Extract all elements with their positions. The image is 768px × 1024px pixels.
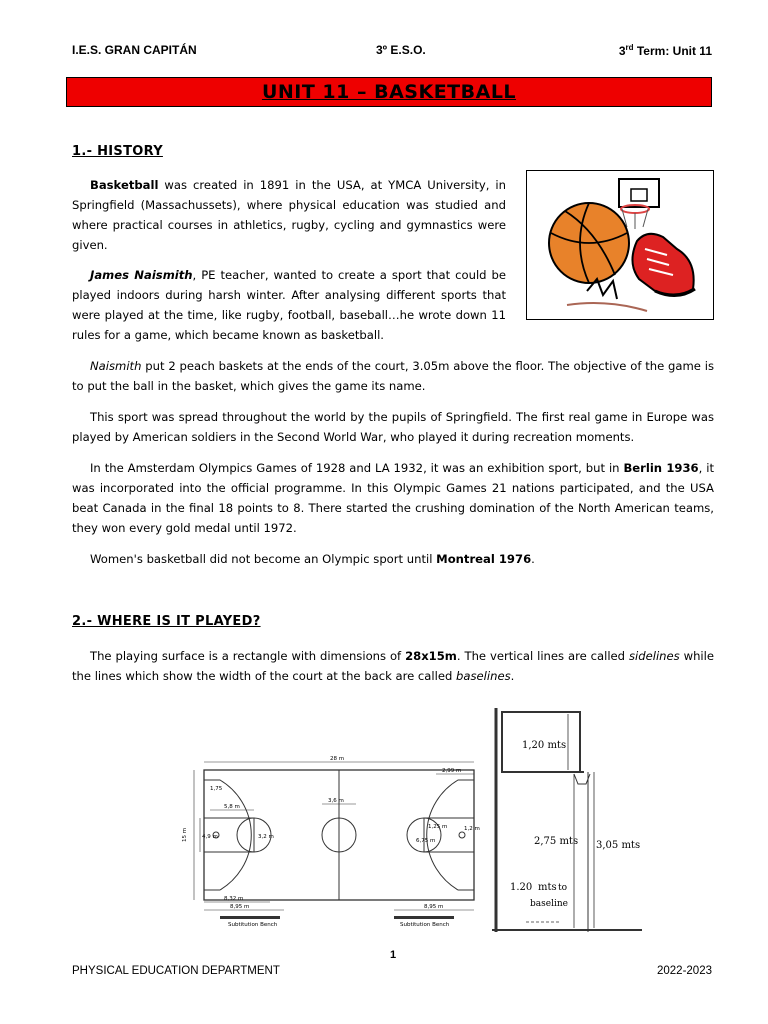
paragraph: In the Amsterdam Olympics Games of 1928 and LA 1932, it was an exhibition sport, but in Berlin 1936, it was incorporated into the official programme. In this Olympic Games 21 nations participated, and the USA beat Canada in the final 18 points to 8. There started the crushing domination of the North American teams, they won every gold medal until 1972. (72, 461, 714, 535)
court-label: 8,95 m (230, 904, 250, 910)
hoop-label: 3,05 mts (596, 840, 641, 851)
court-label: 1,2 m (464, 826, 480, 832)
section-history-heading: 1.- HISTORY (72, 144, 163, 159)
header-school: I.E.S. GRAN CAPITÁN (72, 43, 197, 57)
unit-title-bar (66, 77, 712, 107)
history-intro (72, 175, 506, 345)
court-label: 3,6 m (328, 798, 344, 804)
paragraph: Basketball was created in 1891 in the USA, at YMCA University, in Springfield (Massachussets), where physical education was studied and where practical courses in athletics, rugby, cycling and gymnastics were given. (72, 178, 506, 252)
hoop-label: 2,75 mts (534, 836, 579, 847)
paragraph: James Naismith, PE teacher, wanted to create a sport that could be played indoors during harsh winter. After analysing different sports that were played at the time, like rugby, football, baseball…he wrote down 11 rules for a game, which became known as basketball. (72, 268, 506, 342)
bench-label: Subtitution Bench (400, 922, 450, 928)
court-diagram (180, 750, 490, 930)
bench-label: Subtitution Bench (228, 922, 278, 928)
where-body (72, 646, 714, 686)
history-body (72, 356, 714, 569)
court-label: 2,99 m (442, 768, 462, 774)
court-label: 8,32 m (224, 896, 244, 902)
page-number: 1 (390, 949, 397, 961)
hoop-label: 1.20 (510, 882, 533, 893)
hoop-height-diagram (492, 708, 642, 934)
court-label: 1,25 m (428, 824, 448, 830)
paragraph: This sport was spread throughout the world by the pupils of Springfield. The first real game in Europe was played by American soldiers in the Second World War, who played it during recreation moments. (72, 410, 714, 444)
hoop-label: mts (538, 882, 557, 893)
hoop-label: baseline (530, 899, 568, 909)
court-length-label: 28 m (330, 756, 345, 762)
hoop-label: 1,20 mts (522, 740, 567, 751)
hoop-label: to (558, 883, 568, 893)
court-label: 8,95 m (424, 904, 444, 910)
footer-year: 2022-2023 (657, 965, 712, 977)
court-label: 5,8 m (224, 804, 240, 810)
court-label: 1,75 (210, 786, 223, 792)
paragraph: The playing surface is a rectangle with dimensions of 28x15m. The vertical lines are called sidelines while the lines which show the width of the court at the back are called baselines. (72, 649, 715, 683)
court-label: 15 m (182, 827, 188, 842)
header-term: 3rd Term: Unit 11 (618, 43, 712, 58)
header-course: 3º E.S.O. (376, 43, 426, 57)
footer-department: PHYSICAL EDUCATION DEPARTMENT (72, 965, 280, 977)
unit-title: UNIT 11 – BASKETBALL (261, 81, 517, 103)
court-label: 4,9 m (202, 834, 218, 840)
paragraph: Naismith put 2 peach baskets at the ends of the court, 3.05m above the floor. The objective of the game is to put the ball in the basket, which gives the game its name. (72, 359, 714, 393)
paragraph: Women's basketball did not become an Olympic sport until Montreal 1976. (90, 552, 535, 566)
basketball-cartoon-image (526, 170, 714, 320)
court-label: 3,2 m (258, 834, 274, 840)
section-where-heading: 2.- WHERE IS IT PLAYED? (72, 614, 261, 629)
court-label: 6,75 m (416, 838, 436, 844)
